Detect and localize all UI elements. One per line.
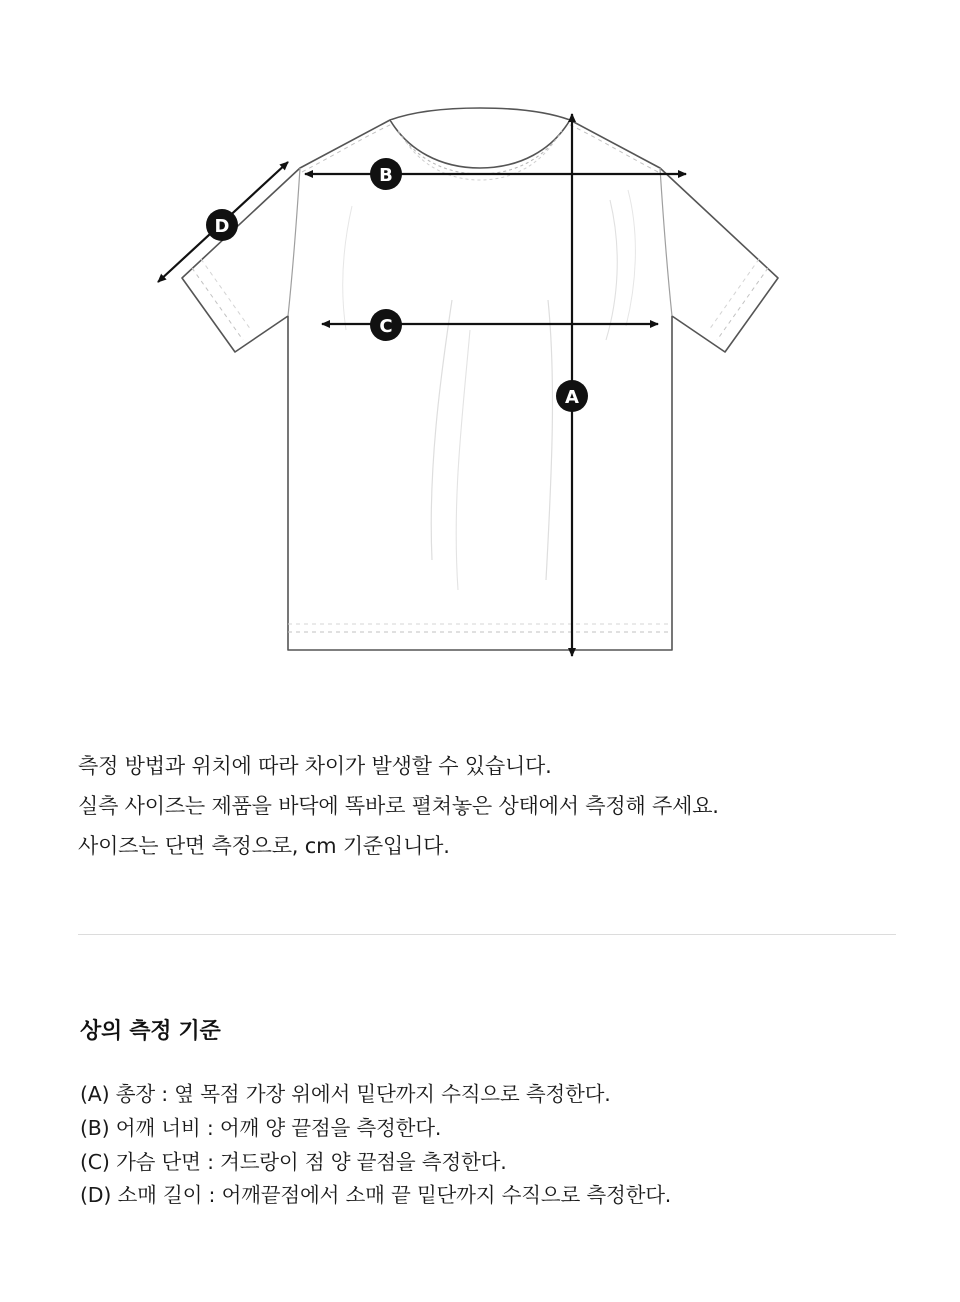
note-line: 실측 사이즈는 제품을 바닥에 똑바로 펼쳐놓은 상태에서 측정해 주세요.: [78, 793, 719, 818]
marker-c: [370, 309, 402, 341]
note-line: 사이즈는 단면 측정으로, cm 기준입니다.: [78, 833, 450, 858]
criteria-item-d: (D) 소매 길이 : 어깨끝점에서 소매 끝 밑단까지 수직으로 측정한다.: [80, 1183, 672, 1208]
criteria-list: [80, 1079, 910, 1212]
criteria-title: 상의 측정 기준: [80, 1019, 221, 1044]
measurement-criteria-section: [80, 1014, 910, 1214]
marker-b: [370, 158, 402, 190]
criteria-item-a: (A) 총장 : 옆 목점 가장 위에서 밑단까지 수직으로 측정한다.: [80, 1082, 611, 1106]
marker-c-label: C: [379, 316, 393, 337]
marker-d-label: D: [214, 216, 230, 237]
measurement-notes: [78, 752, 898, 871]
marker-b-label: B: [379, 165, 393, 186]
marker-a-label: A: [565, 387, 579, 408]
marker-d: [206, 209, 238, 241]
tshirt-outline: [182, 108, 778, 650]
marker-a: [556, 380, 588, 412]
criteria-item-c: (C) 가슴 단면 : 겨드랑이 점 양 끝점을 측정한다.: [80, 1149, 507, 1174]
section-divider: [78, 934, 896, 935]
note-line: 측정 방법과 위치에 따라 차이가 발생할 수 있습니다.: [78, 754, 552, 778]
criteria-item-b: (B) 어깨 너비 : 어깨 양 끝점을 측정한다.: [80, 1115, 442, 1140]
